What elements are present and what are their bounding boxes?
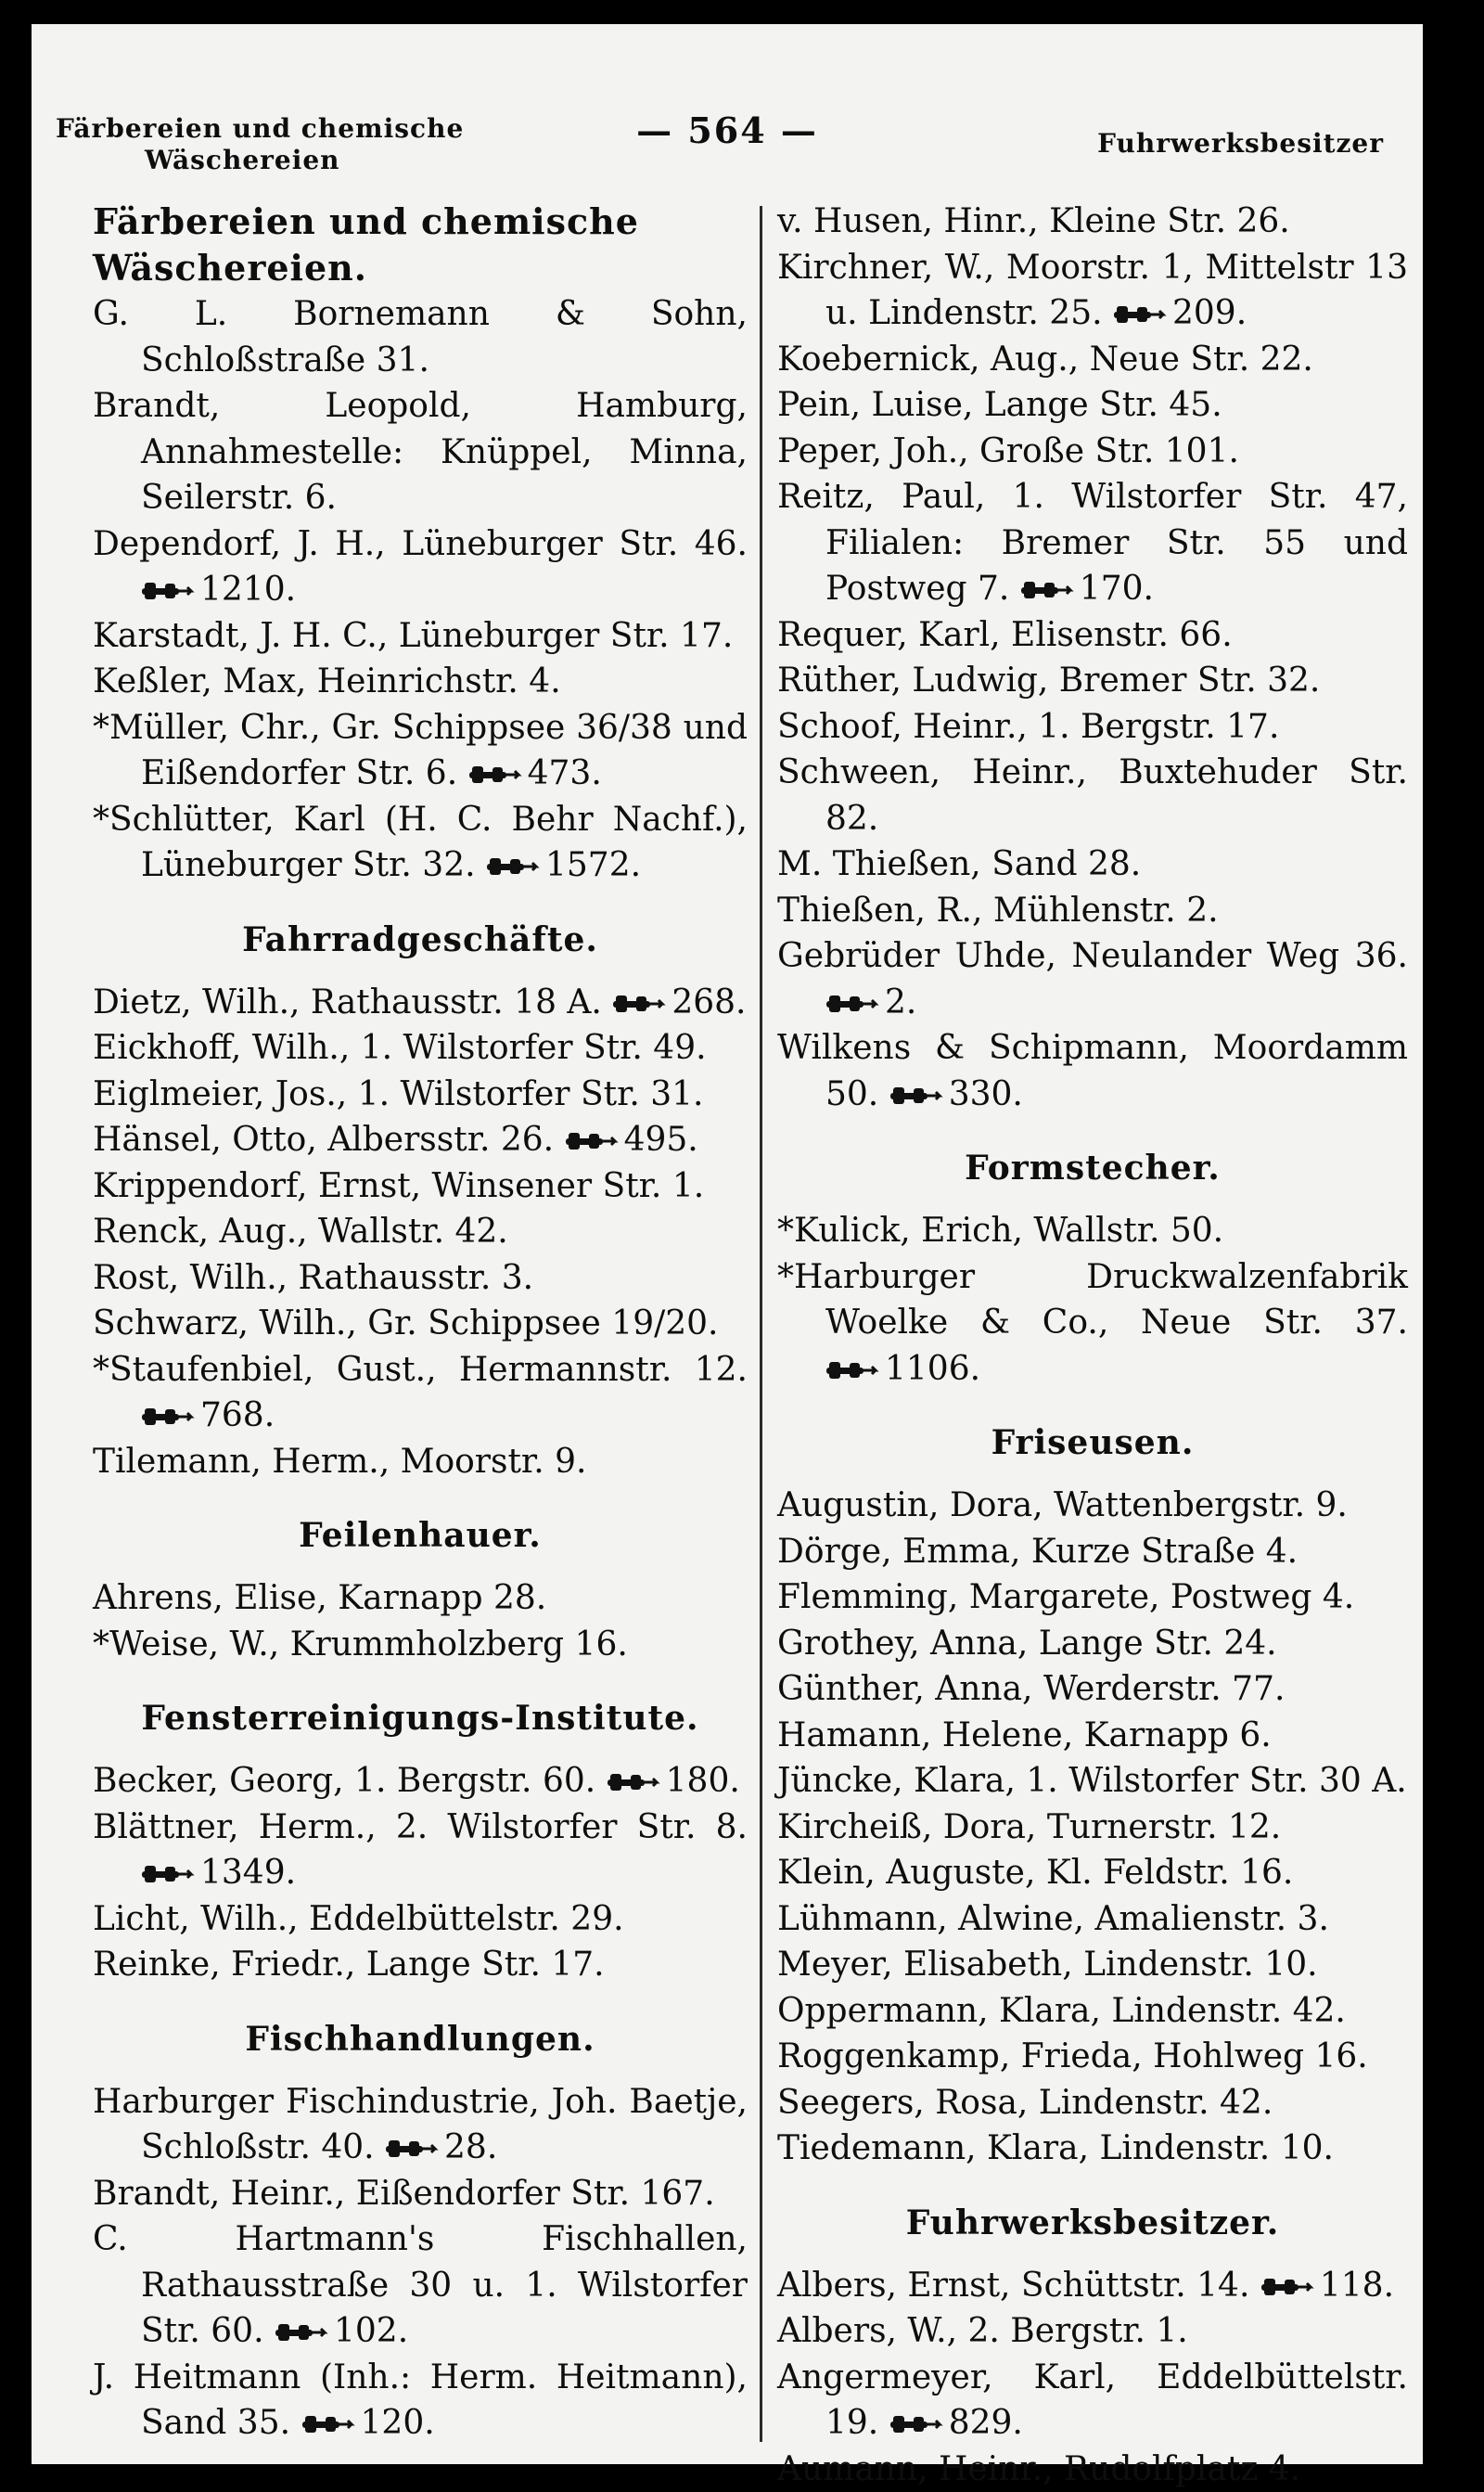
entry-text: Aumann, Heinr., Rudolfplatz 4. bbox=[777, 2450, 1300, 2488]
entry-text: *Weise, W., Krummholzberg 16. bbox=[93, 1625, 628, 1663]
directory-entry bbox=[777, 750, 1408, 841]
directory-entry bbox=[777, 1896, 1408, 1943]
telephone-icon bbox=[1260, 2276, 1312, 2298]
directory-entry bbox=[777, 1758, 1408, 1805]
directory-entry bbox=[93, 1758, 748, 1805]
telephone-number bbox=[301, 2400, 435, 2447]
entry-text: Angermeyer, Karl, Eddelbüttelstr. 19. bbox=[777, 2358, 1408, 2443]
telephone-icon bbox=[889, 1085, 941, 1107]
entry-text: M. Thießen, Sand 28. bbox=[777, 845, 1141, 883]
entry-text: Eiglmeier, Jos., 1. Wilstorfer Str. 31. bbox=[93, 1075, 703, 1113]
telephone-icon bbox=[385, 2138, 437, 2160]
directory-entry bbox=[93, 1896, 748, 1943]
telephone-number bbox=[825, 980, 916, 1026]
telephone-icon bbox=[141, 1406, 193, 1428]
running-head-left-line2: Wäschereien bbox=[56, 145, 482, 176]
telephone-number-value: 209. bbox=[1172, 294, 1247, 332]
directory-entry bbox=[93, 1575, 748, 1622]
directory-entry bbox=[93, 2171, 748, 2217]
telephone-number-value: 768. bbox=[200, 1396, 275, 1434]
entry-text: Jüncke, Klara, 1. Wilstorfer Str. 30 A. bbox=[777, 1762, 1407, 1800]
entry-text: *Staufenbiel, Gust., Hermannstr. 12. bbox=[93, 1351, 748, 1389]
directory-entry bbox=[93, 1117, 748, 1163]
directory-entry bbox=[777, 1805, 1408, 1851]
entry-text: Reinke, Friedr., Lange Str. 17. bbox=[93, 1946, 605, 1984]
entry-text: Dietz, Wilh., Rathausstr. 18 A. bbox=[93, 983, 602, 1021]
directory-entry bbox=[93, 705, 748, 797]
directory-page bbox=[32, 24, 1423, 2464]
directory-entry bbox=[777, 1529, 1408, 1575]
telephone-number bbox=[1020, 566, 1154, 612]
telephone-icon bbox=[825, 1359, 877, 1381]
entry-text: Grothey, Anna, Lange Str. 24. bbox=[777, 1625, 1277, 1663]
directory-entry bbox=[93, 2079, 748, 2171]
directory-entry bbox=[93, 1025, 748, 1072]
directory-entry bbox=[777, 1208, 1408, 1254]
entry-text: C. Hartmann's Fischhallen, Rathausstraße 30 u. 1. Wilstorfer Str. 60. bbox=[93, 2220, 748, 2350]
directory-entry bbox=[777, 704, 1408, 751]
entry-text: Seegers, Rosa, Lindenstr. 42. bbox=[777, 2084, 1273, 2122]
entry-text: Kircheiß, Dora, Turnerstr. 12. bbox=[777, 1808, 1281, 1846]
telephone-icon bbox=[607, 1771, 659, 1793]
telephone-number-value: 120. bbox=[361, 2404, 435, 2442]
directory-entry bbox=[777, 1621, 1408, 1667]
directory-entry bbox=[777, 1988, 1408, 2035]
entry-text: Blättner, Herm., 2. Wilstorfer Str. 8. bbox=[93, 1808, 748, 1846]
directory-entry bbox=[777, 382, 1408, 429]
entry-text: Dependorf, J. H., Lüneburger Str. 46. bbox=[93, 525, 748, 563]
entry-text: J. Heitmann (Inh.: Herm. Heitmann), Sand 35. bbox=[93, 2358, 748, 2443]
telephone-number-value: 495. bbox=[624, 1121, 698, 1159]
directory-entry bbox=[777, 658, 1408, 704]
entry-text: Schween, Heinr., Buxtehuder Str. 82. bbox=[777, 753, 1408, 838]
running-head-right: Fuhrwerksbesitzer bbox=[1097, 128, 1384, 159]
telephone-number bbox=[1113, 290, 1247, 337]
directory-entry bbox=[93, 383, 748, 521]
directory-entry bbox=[777, 1942, 1408, 1988]
directory-entry bbox=[93, 1209, 748, 1255]
directory-entry bbox=[93, 659, 748, 705]
telephone-number-value: 829. bbox=[949, 2404, 1023, 2442]
directory-entry bbox=[93, 1072, 748, 1118]
entry-text: Flemming, Margarete, Postweg 4. bbox=[777, 1578, 1354, 1616]
directory-entry bbox=[777, 1666, 1408, 1713]
directory-entry bbox=[93, 1622, 748, 1668]
directory-entry bbox=[93, 980, 748, 1026]
directory-entry bbox=[777, 1254, 1408, 1393]
directory-entry bbox=[777, 1850, 1408, 1896]
directory-entry bbox=[93, 521, 748, 613]
directory-entry bbox=[777, 1025, 1408, 1117]
entry-text: *Kulick, Erich, Wallstr. 50. bbox=[777, 1212, 1223, 1250]
directory-entry bbox=[93, 1439, 748, 1485]
telephone-number-value: 268. bbox=[672, 983, 746, 1021]
directory-entry bbox=[93, 2355, 748, 2447]
entry-text: Ahrens, Elise, Karnapp 28. bbox=[93, 1579, 546, 1617]
section-title: Fischhandlungen. bbox=[93, 2016, 748, 2062]
telephone-number-value: 102. bbox=[334, 2312, 408, 2350]
telephone-number bbox=[275, 2308, 408, 2355]
entry-text: Keßler, Max, Heinrichstr. 4. bbox=[93, 662, 561, 700]
directory-entry bbox=[777, 933, 1408, 1025]
telephone-number-value: 180. bbox=[666, 1762, 740, 1800]
telephone-number bbox=[141, 567, 296, 613]
entry-text: Renck, Aug., Wallstr. 42. bbox=[93, 1213, 508, 1251]
telephone-number-value: 330. bbox=[949, 1075, 1023, 1113]
entry-text: Lühmann, Alwine, Amalienstr. 3. bbox=[777, 1900, 1329, 1938]
telephone-icon bbox=[275, 2321, 326, 2344]
telephone-icon bbox=[141, 1863, 193, 1885]
directory-entry bbox=[93, 1163, 748, 1210]
entry-text: Schoof, Heinr., 1. Bergstr. 17. bbox=[777, 708, 1279, 746]
directory-entry bbox=[93, 1347, 748, 1439]
directory-entry bbox=[777, 1483, 1408, 1529]
telephone-number bbox=[825, 1346, 980, 1393]
section-title: Färbereien und chemische Wäschereien. bbox=[93, 199, 748, 291]
telephone-number-value: 118. bbox=[1320, 2267, 1394, 2305]
directory-entry bbox=[93, 291, 748, 383]
entry-text: *Schlütter, Karl (H. C. Behr Nachf.), Lüneburger Str. 32. bbox=[93, 801, 748, 885]
entry-text: Tilemann, Herm., Moorstr. 9. bbox=[93, 1443, 586, 1481]
entry-text: Hamann, Helene, Karnapp 6. bbox=[777, 1716, 1272, 1754]
directory-entry bbox=[777, 2034, 1408, 2080]
entry-text: Brandt, Heinr., Eißendorfer Str. 167. bbox=[93, 2175, 715, 2213]
entry-text: Tiedemann, Klara, Lindenstr. 10. bbox=[777, 2129, 1334, 2167]
entry-text: Requer, Karl, Elisenstr. 66. bbox=[777, 616, 1233, 654]
entry-text: Albers, Ernst, Schüttstr. 14. bbox=[777, 2267, 1249, 2305]
telephone-number bbox=[889, 2400, 1023, 2447]
entry-text: Reitz, Paul, 1. Wilstorfer Str. 47, Filialen: Bremer Str. 55 und Postweg 7. bbox=[777, 478, 1408, 608]
telephone-number-value: 2. bbox=[885, 983, 916, 1021]
directory-entry bbox=[777, 1574, 1408, 1621]
telephone-number bbox=[889, 1072, 1023, 1118]
entry-text: Roggenkamp, Frieda, Hohlweg 16. bbox=[777, 2037, 1368, 2075]
directory-entry bbox=[777, 429, 1408, 475]
telephone-icon bbox=[141, 580, 193, 602]
telephone-number bbox=[468, 751, 602, 797]
telephone-icon bbox=[889, 2413, 941, 2435]
telephone-icon bbox=[486, 855, 538, 878]
right-column bbox=[777, 199, 1408, 2492]
entry-text: Peper, Joh., Große Str. 101. bbox=[777, 432, 1239, 470]
page-number: — 564 — bbox=[32, 109, 1423, 151]
directory-entry bbox=[93, 1255, 748, 1302]
telephone-number-value: 170. bbox=[1080, 570, 1154, 608]
telephone-number-value: 28. bbox=[444, 2128, 497, 2166]
telephone-number-value: 1572. bbox=[545, 846, 641, 884]
section-title: Fuhrwerksbesitzer. bbox=[777, 2200, 1408, 2246]
entry-text: v. Husen, Hinr., Kleine Str. 26. bbox=[777, 202, 1290, 240]
directory-entry bbox=[777, 2355, 1408, 2447]
telephone-icon bbox=[468, 764, 520, 786]
entry-text: Meyer, Elisabeth, Lindenstr. 10. bbox=[777, 1946, 1318, 1984]
telephone-icon bbox=[301, 2413, 353, 2435]
telephone-icon bbox=[1113, 303, 1165, 326]
telephone-number bbox=[385, 2125, 497, 2171]
entry-text: Harburger Fischindustrie, Joh. Baetje, Schloßstr. 40. bbox=[93, 2083, 748, 2167]
telephone-number bbox=[486, 842, 641, 889]
directory-entry bbox=[93, 1301, 748, 1347]
directory-entry bbox=[777, 2263, 1408, 2309]
section-title: Formstecher. bbox=[777, 1145, 1408, 1191]
telephone-number bbox=[1260, 2263, 1394, 2309]
telephone-number-value: 1349. bbox=[200, 1854, 296, 1892]
entry-text: Albers, W., 2. Bergstr. 1. bbox=[777, 2312, 1188, 2350]
directory-entry bbox=[93, 613, 748, 660]
telephone-icon bbox=[825, 993, 877, 1015]
directory-entry bbox=[93, 1942, 748, 1988]
directory-entry bbox=[93, 2216, 748, 2355]
entry-text: Eickhoff, Wilh., 1. Wilstorfer Str. 49. bbox=[93, 1029, 707, 1067]
telephone-number-value: 473. bbox=[528, 754, 602, 792]
entry-text: Schwarz, Wilh., Gr. Schippsee 19/20. bbox=[93, 1304, 719, 1342]
telephone-icon bbox=[565, 1130, 617, 1152]
directory-entry bbox=[93, 1805, 748, 1896]
telephone-icon bbox=[612, 993, 664, 1015]
entry-text: Kirchner, W., Moorstr. 1, Mittelstr 13 u. Lindenstr. 25. bbox=[777, 249, 1408, 333]
directory-entry bbox=[777, 474, 1408, 612]
entry-text: Gebrüder Uhde, Neulander Weg 36. bbox=[777, 937, 1408, 975]
directory-entry bbox=[777, 1713, 1408, 1759]
entry-text: Thießen, R., Mühlenstr. 2. bbox=[777, 892, 1219, 930]
telephone-icon bbox=[1020, 579, 1072, 601]
directory-entry bbox=[93, 797, 748, 889]
telephone-number-value: 1210. bbox=[200, 571, 296, 609]
entry-text: Günther, Anna, Werderstr. 77. bbox=[777, 1670, 1285, 1708]
entry-text: Licht, Wilh., Eddelbüttelstr. 29. bbox=[93, 1900, 624, 1938]
entry-text: Rost, Wilh., Rathausstr. 3. bbox=[93, 1259, 533, 1297]
entry-text: Pein, Luise, Lange Str. 45. bbox=[777, 386, 1222, 424]
entry-text: Koebernick, Aug., Neue Str. 22. bbox=[777, 340, 1313, 379]
entry-text: Wilkens & Schipmann, Moordamm 50. bbox=[777, 1029, 1408, 1113]
directory-entry bbox=[777, 245, 1408, 337]
telephone-number bbox=[612, 980, 746, 1026]
section-title: Fahrradgeschäfte. bbox=[93, 917, 748, 963]
entry-text: Klein, Auguste, Kl. Feldstr. 16. bbox=[777, 1854, 1293, 1892]
page-header bbox=[32, 24, 1423, 182]
directory-entry bbox=[777, 199, 1408, 245]
directory-entry bbox=[777, 612, 1408, 659]
section-title: Fensterreinigungs-Institute. bbox=[93, 1695, 748, 1741]
entry-text: Krippendorf, Ernst, Winsener Str. 1. bbox=[93, 1167, 704, 1205]
telephone-number bbox=[607, 1758, 740, 1805]
telephone-number-value: 1106. bbox=[885, 1350, 980, 1388]
entry-text: G. L. Bornemann & Sohn, Schloßstraße 31. bbox=[93, 295, 748, 379]
entry-text: Hänsel, Otto, Albersstr. 26. bbox=[93, 1121, 554, 1159]
directory-entry bbox=[777, 841, 1408, 888]
directory-entry bbox=[777, 2080, 1408, 2126]
running-head-left-line1: Färbereien und chemische bbox=[56, 113, 482, 145]
entry-text: Karstadt, J. H. C., Lüneburger Str. 17. bbox=[93, 617, 733, 655]
directory-entry bbox=[777, 2447, 1408, 2492]
telephone-number bbox=[141, 1850, 296, 1896]
section-title: Feilenhauer. bbox=[93, 1512, 748, 1559]
directory-entry bbox=[777, 888, 1408, 934]
directory-entry bbox=[777, 2308, 1408, 2355]
left-column bbox=[93, 199, 748, 2447]
telephone-number bbox=[141, 1393, 275, 1439]
entry-text: *Harburger Druckwalzenfabrik Woelke & Co., Neue Str. 37. bbox=[777, 1258, 1408, 1342]
entry-text: Dörge, Emma, Kurze Straße 4. bbox=[777, 1533, 1298, 1571]
entry-text: Oppermann, Klara, Lindenstr. 42. bbox=[777, 1992, 1346, 2030]
section-title: Friseusen. bbox=[777, 1419, 1408, 1466]
entry-text: *Müller, Chr., Gr. Schippsee 36/38 und Eißendorfer Str. 6. bbox=[93, 709, 748, 793]
entry-text: Brandt, Leopold, Hamburg, Annahmestelle: Knüppel, Minna, Seilerstr. 6. bbox=[93, 387, 748, 517]
directory-entry bbox=[777, 337, 1408, 383]
entry-text: Augustin, Dora, Wattenbergstr. 9. bbox=[777, 1486, 1348, 1524]
directory-entry bbox=[777, 2126, 1408, 2172]
entry-text: Rüther, Ludwig, Bremer Str. 32. bbox=[777, 662, 1320, 700]
telephone-number bbox=[565, 1117, 698, 1163]
entry-text: Becker, Georg, 1. Bergstr. 60. bbox=[93, 1762, 595, 1800]
column-divider bbox=[760, 206, 762, 2442]
